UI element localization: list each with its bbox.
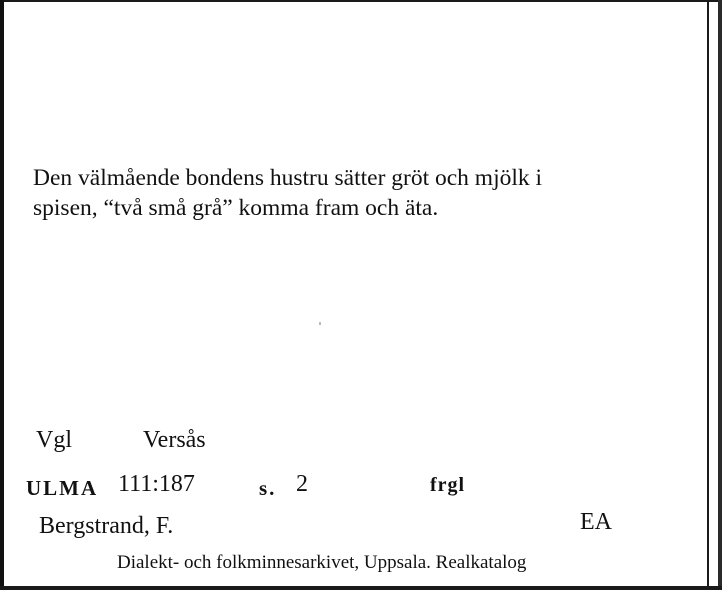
card-right-edge [707, 0, 709, 590]
card-body-text [33, 163, 673, 223]
category-code: frgl [430, 474, 466, 496]
archive-label: ULMA [26, 476, 99, 500]
page-number: 2 [296, 471, 308, 497]
page-label: s. [259, 476, 277, 500]
footer-caption: Dialekt- och folkminnesarkivet, Uppsala. Realkatalog [117, 552, 527, 573]
initials: EA [580, 509, 612, 535]
body-line-1: Den välmående bondens hustru sätter gröt och mjölk i [33, 165, 543, 191]
card-top-edge [0, 0, 722, 2]
card-left-edge [0, 0, 4, 590]
card-right-outer-edge [718, 0, 722, 590]
vgl-label: Vgl [36, 427, 72, 453]
stray-mark [319, 322, 321, 325]
body-line-2: spisen, “två små grå” komma fram och äta. [33, 195, 439, 221]
card-bottom-edge [0, 586, 722, 590]
recorder-name: Bergstrand, F. [39, 513, 174, 539]
place-name: Versås [143, 427, 206, 453]
catalog-number: 111:187 [118, 471, 195, 497]
